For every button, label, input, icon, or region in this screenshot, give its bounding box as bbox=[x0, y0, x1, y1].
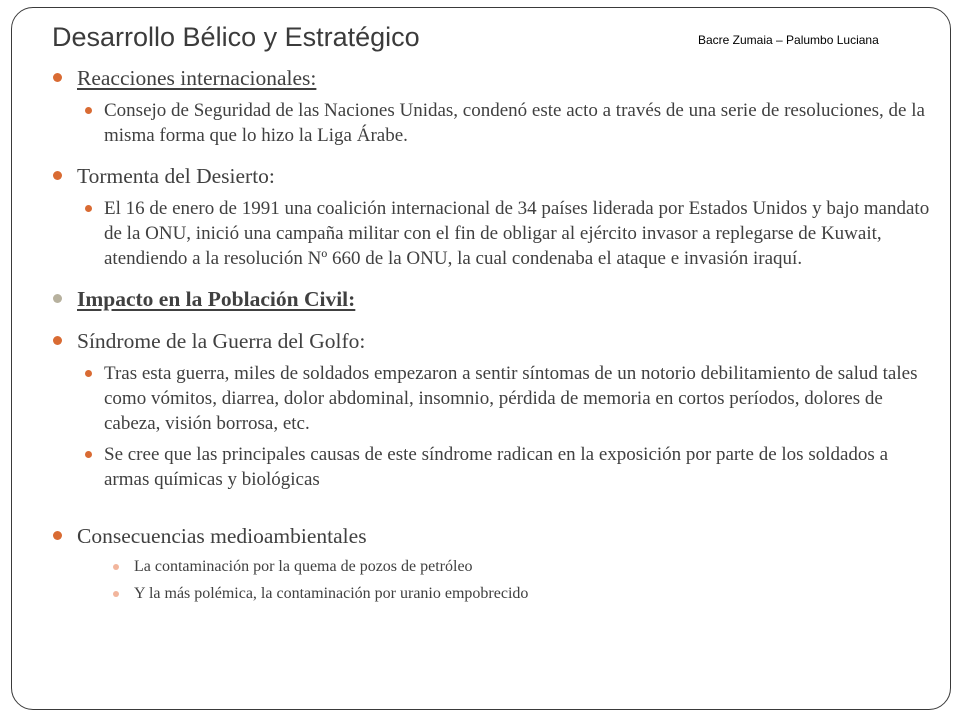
slide-frame bbox=[11, 7, 951, 710]
list-item: Y la más polémica, la contaminación por uranio empobrecido bbox=[52, 584, 932, 604]
list-item: Se cree que las principales causas de este síndrome radican en la exposición por parte de los soldados a armas químicas y biológicas bbox=[52, 442, 932, 492]
section-heading-reacciones: Reacciones internacionales: bbox=[52, 64, 932, 92]
slide-title: Desarrollo Bélico y Estratégico bbox=[52, 22, 420, 52]
section-heading-impacto: Impacto en la Población Civil: bbox=[52, 285, 932, 313]
list-item: Tras esta guerra, miles de soldados empezaron a sentir síntomas de un notorio debilitamiento de salud tales como vómitos, diarrea, dolor abdominal, insomnio, pérdida de memoria en cortos períodos, dolores de cabeza, visión borrosa, etc. bbox=[52, 361, 932, 436]
section-heading-tormenta: Tormenta del Desierto: bbox=[52, 162, 932, 190]
slide-content bbox=[52, 64, 932, 604]
authors-label: Bacre Zumaia – Palumbo Luciana bbox=[698, 33, 879, 47]
list-item: El 16 de enero de 1991 una coalición internacional de 34 países liderada por Estados Unidos y bajo mandato de la ONU, inició una campaña militar con el fin de obligar al ejército invasor a replegarse de Kuwait, atendiendo a la resolución Nº 660 de la ONU, la cual condenaba el ataque e invasión iraquí. bbox=[52, 196, 932, 271]
list-item: La contaminación por la quema de pozos de petróleo bbox=[52, 557, 932, 577]
section-heading-consecuencias: Consecuencias medioambientales bbox=[52, 522, 932, 550]
section-heading-sindrome: Síndrome de la Guerra del Golfo: bbox=[52, 327, 932, 355]
list-item: Consejo de Seguridad de las Naciones Unidas, condenó este acto a través de una serie de resoluciones, de la misma forma que lo hizo la Liga Árabe. bbox=[52, 98, 932, 148]
